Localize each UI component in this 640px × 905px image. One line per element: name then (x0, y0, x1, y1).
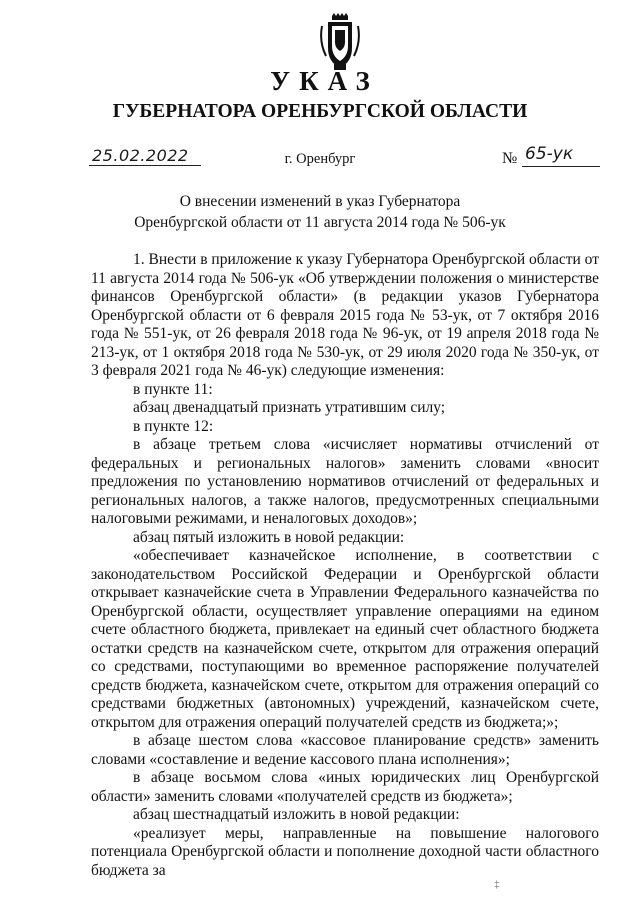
paragraph: «обеспечивает казначейское исполнение, в соответствии с законодательством Российской Федерации и Оренбургской области открывает казначейские счета в Управлении Федерального казначейства по Оренбургской области, осуществляет управление операциями на едином счете областного бюджета, привлекает на единый счет областного бюджета остатки средств на казначейском счете, открытом для отражения операций со средствами, поступающими во временное распоряжение получателей средств бюджета, казначейском счете, открытом для отражения операций со средствами бюджетных (автономных) учреждений, казначейском счете, открытом для отражения операций получателей средств из бюджета;»; (91, 547, 599, 731)
decree-number: 65-ук (525, 144, 574, 164)
paragraph: в абзаце третьем слова «исчисляет нормативы отчислений от федеральных и региональных налогов» заменить словами «вносит предложения по установлению нормативов отчислений от федеральных и региональных налогов, а также налогов, предусмотренных специальными налоговыми режимами, и неналоговых доходов»; (91, 436, 599, 527)
paragraph: 1. Внести в приложение к указу Губернатора Оренбургской области от 11 августа 2014 года № 506-ук «Об утверждении положения о министерстве финансов Оренбургской области» (в редакции указов Губернатора Оренбургской области от 6 февраля 2015 года № 53-ук, от 7 октября 2016 года № 551-ук, от 26 февраля 2018 года № 96-ук, от 19 апреля 2018 года № 213-ук, от 1 октября 2018 года № 530-ук, от 29 июля 2020 года № 350-ук, от 3 февраля 2021 года № 46-ук) следующие изменения: (91, 251, 599, 379)
number-underline (522, 166, 600, 167)
decree-body (91, 251, 599, 880)
number-prefix: № (502, 150, 518, 167)
paragraph: в пункте 12: (133, 417, 214, 435)
decree-heading (0, 191, 640, 233)
paragraph: абзац двенадцатый признать утратившим силу; (133, 399, 446, 416)
paragraph: в пункте 11: (133, 380, 213, 398)
document-subtitle: ГУБЕРНАТОРА ОРЕНБУРГСКОЙ ОБЛАСТИ (112, 101, 528, 122)
signing-date: 25.02.2022 (92, 146, 189, 165)
coat-of-arms-emblem (318, 12, 362, 72)
paragraph: в абзаце восьмом слова «иных юридических лиц Оренбургской области» заменить словами «получателей средств из бюджета»; (91, 769, 599, 805)
paragraph: «реализует меры, направленные на повышение налогового потенциала Оренбургской области и пополнение доходной части областного бюджета за (91, 824, 599, 879)
city-label: г. Оренбург (284, 151, 356, 167)
document-title: УКАЗ (270, 66, 379, 96)
paragraph: абзац пятый изложить в новой редакции: (133, 528, 405, 546)
heading-line-2: Оренбургской области от 11 августа 2014 года № 506-ук (134, 214, 506, 231)
paragraph: в абзаце шестом слова «кассовое планирование средств» заменить словами «составление и ведение кассового плана исполнения»; (91, 732, 599, 768)
scan-mark: ‡ (494, 880, 500, 891)
heading-line-1: О внесении изменений в указ Губернатора (179, 193, 461, 210)
paragraph: абзац шестнадцатый изложить в новой редакции: (133, 806, 460, 823)
